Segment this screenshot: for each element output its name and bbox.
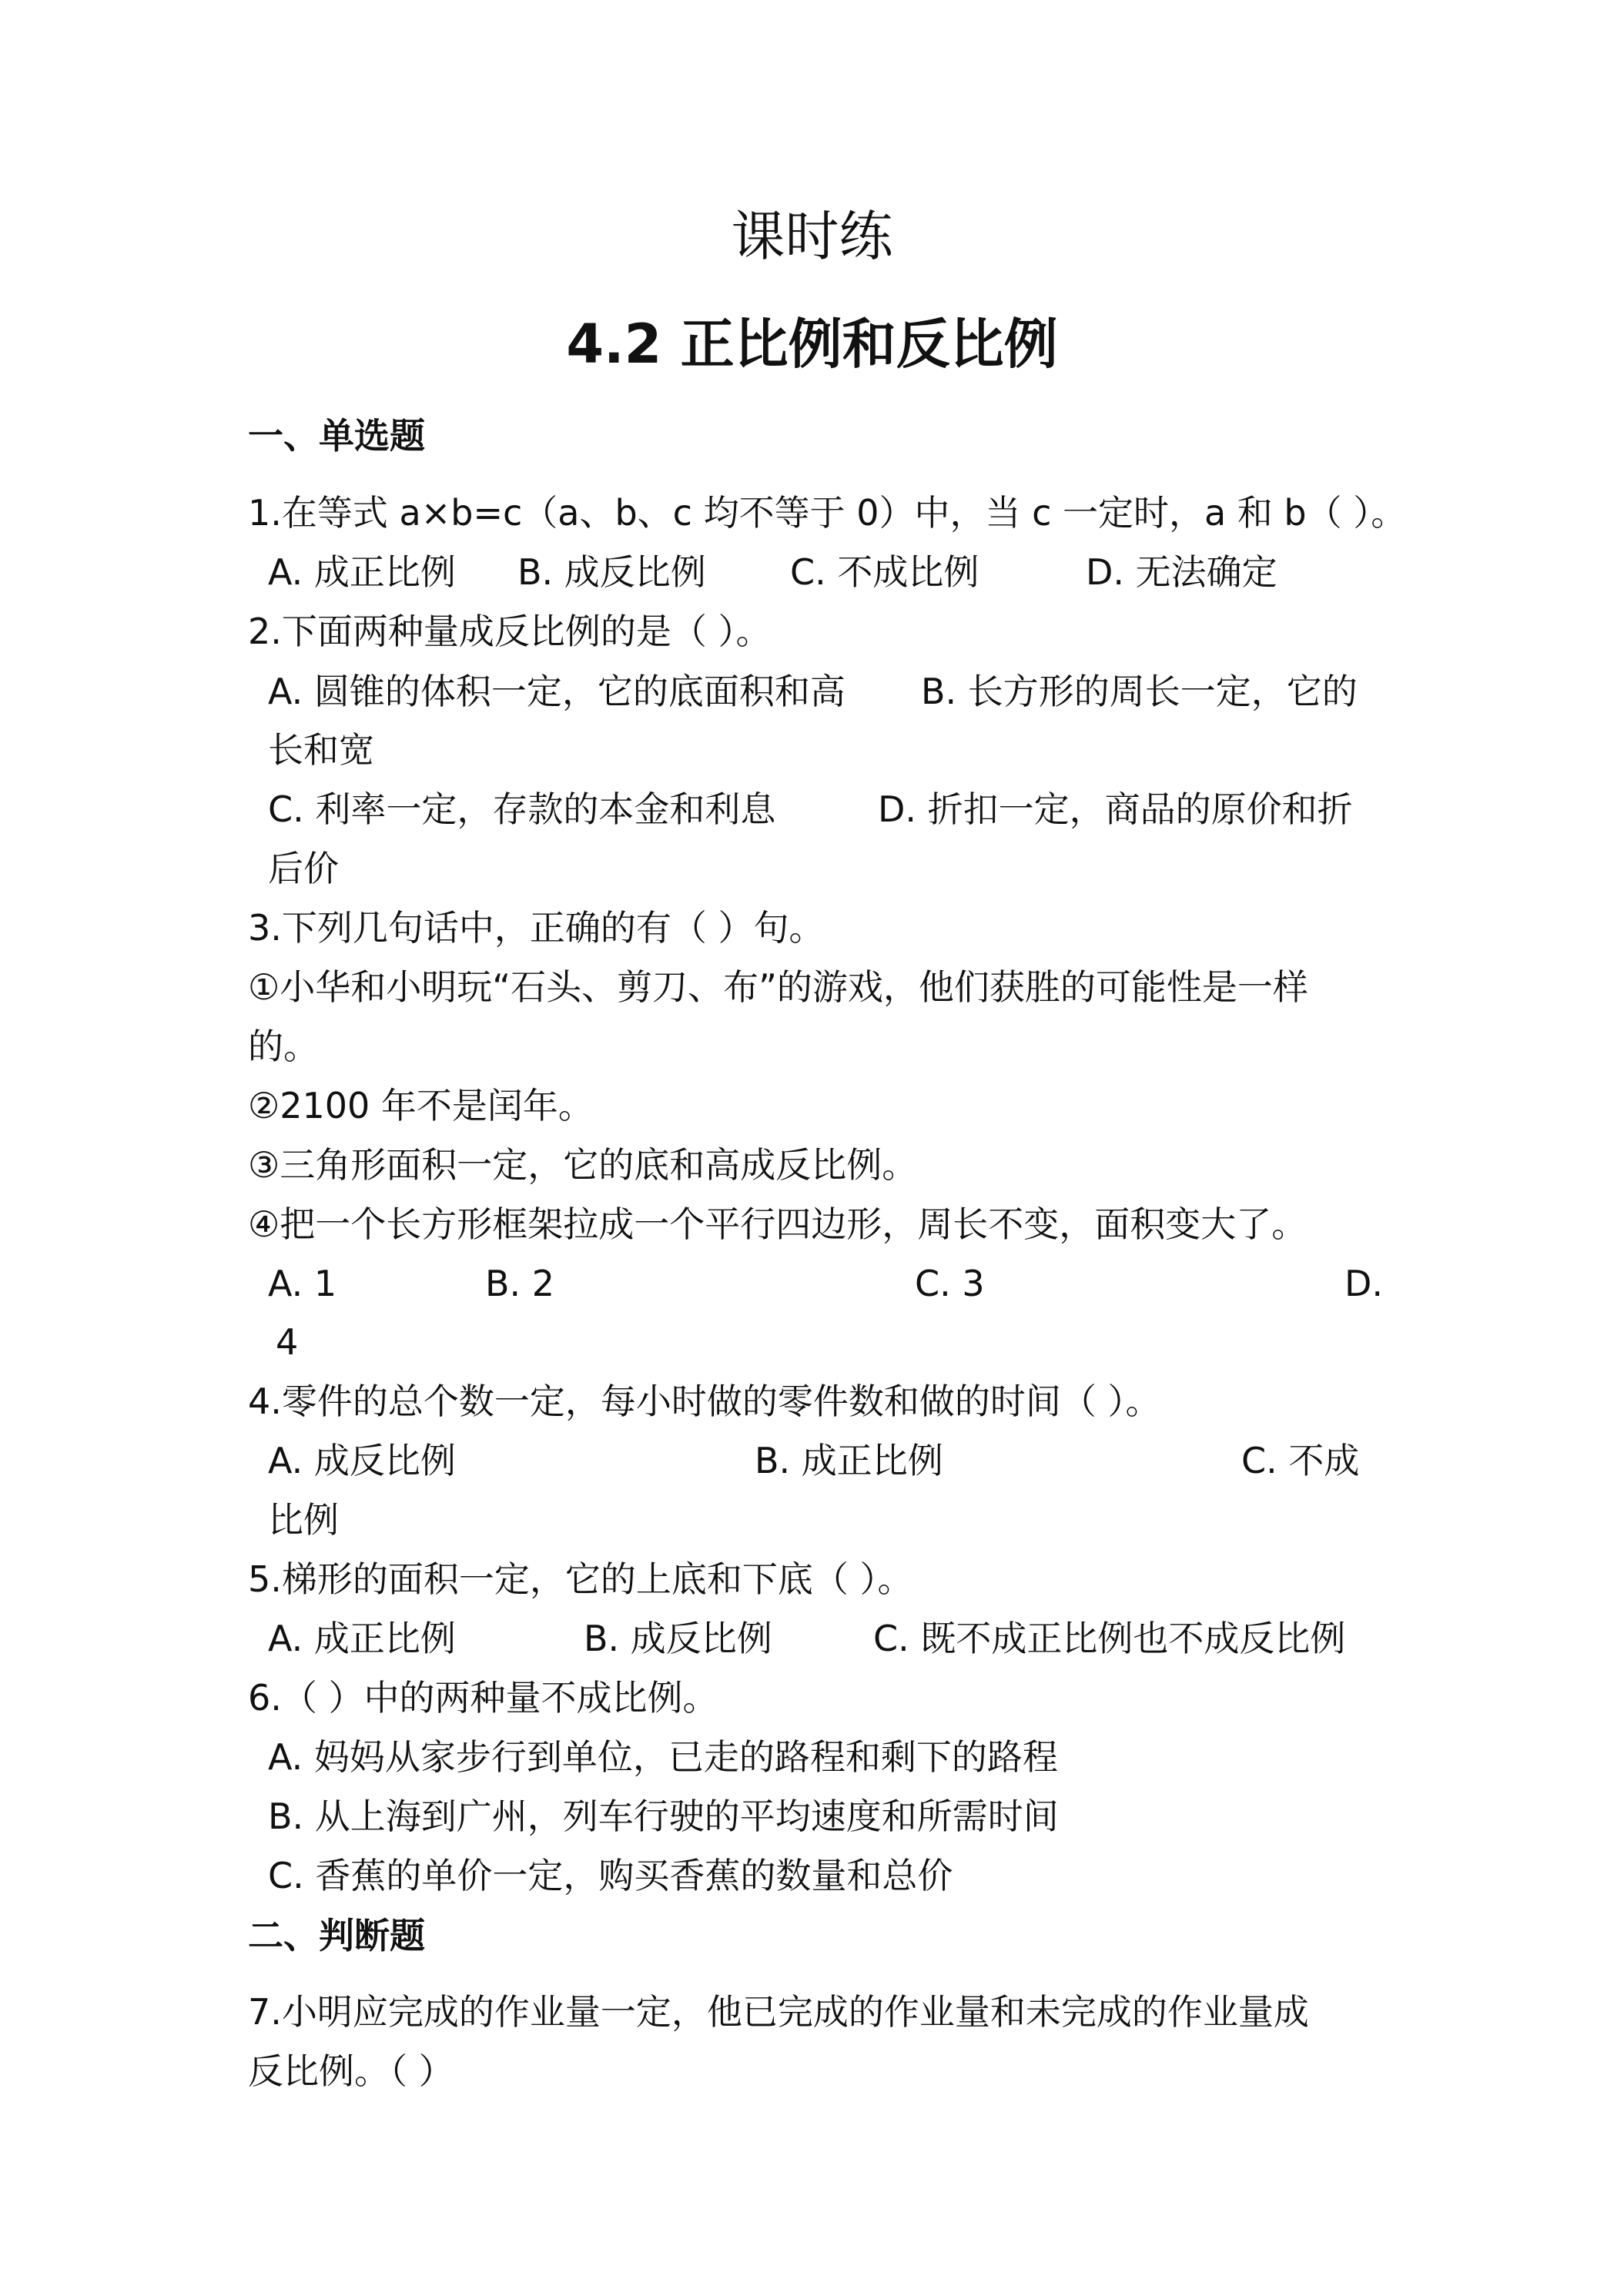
lesson-title: 4.2 正比例和反比例 [566, 313, 1058, 376]
q3-option-a[interactable]: A. 1 [268, 1263, 337, 1304]
q3-statement-2: ②2100 年不是闰年。 [248, 1085, 594, 1126]
question-5-stem: 5.梯形的面积一定，它的上底和下底（ ）。 [248, 1558, 913, 1600]
q2-option-b-continued: 长和宽 [268, 729, 374, 771]
question-2-stem: 2.下面两种量成反比例的是（ ）。 [248, 611, 772, 652]
q2-option-b[interactable]: B. 长方形的周长一定，它的 [921, 671, 1358, 712]
q3-option-c[interactable]: C. 3 [915, 1263, 985, 1304]
question-7-line-2: 反比例。（ ） [248, 2050, 454, 2092]
q3-option-b[interactable]: B. 2 [485, 1263, 555, 1304]
q4-option-a[interactable]: A. 成反比例 [268, 1440, 456, 1481]
q3-statement-1: ①小华和小明玩“石头、剪刀、布”的游戏，他们获胜的可能性是一样 [248, 966, 1308, 1008]
question-6-stem: 6.（ ）中的两种量不成比例。 [248, 1677, 718, 1719]
question-4-stem: 4.零件的总个数一定，每小时做的零件数和做的时间（ ）。 [248, 1381, 1161, 1422]
q1-option-b[interactable]: B. 成反比例 [517, 551, 706, 593]
q2-option-d-continued: 后价 [268, 848, 339, 889]
question-1-stem: 1.在等式 a×b=c（a、b、c 均不等于 0）中，当 c 一定时，a 和 b（ ）。 [248, 492, 1407, 534]
question-3-stem: 3.下列几句话中，正确的有（ ）句。 [248, 907, 825, 949]
q6-option-a[interactable]: A. 妈妈从家步行到单位，已走的路程和剩下的路程 [268, 1736, 1058, 1778]
q5-option-c[interactable]: C. 既不成正比例也不成反比例 [873, 1618, 1346, 1659]
q3-option-d[interactable]: D. [1344, 1263, 1384, 1304]
q6-option-c[interactable]: C. 香蕉的单价一定，购买香蕉的数量和总价 [268, 1855, 953, 1896]
q6-option-b[interactable]: B. 从上海到广州，列车行驶的平均速度和所需时间 [268, 1796, 1059, 1837]
q3-option-d-continued: 4 [276, 1321, 299, 1363]
section-heading-single-choice: 一、单选题 [248, 415, 425, 457]
q2-option-a[interactable]: A. 圆锥的体积一定，它的底面积和高 [268, 671, 845, 712]
q1-option-a[interactable]: A. 成正比例 [268, 551, 456, 593]
section-heading-judgement: 二、判断题 [248, 1915, 425, 1956]
q3-statement-1-continued: 的。 [248, 1026, 319, 1067]
q3-statement-3: ③三角形面积一定，它的底和高成反比例。 [248, 1144, 918, 1186]
page-title: 课时练 [731, 205, 893, 268]
q5-option-b[interactable]: B. 成反比例 [584, 1618, 772, 1659]
q2-option-c[interactable]: C. 利率一定，存款的本金和利息 [268, 788, 776, 830]
q5-option-a[interactable]: A. 成正比例 [268, 1618, 456, 1659]
q4-option-c[interactable]: C. 不成 [1241, 1440, 1360, 1481]
question-7-line-1: 7.小明应完成的作业量一定，他已完成的作业量和未完成的作业量成 [248, 1991, 1309, 2033]
q1-option-d[interactable]: D. 无法确定 [1086, 551, 1277, 593]
q4-option-b[interactable]: B. 成正比例 [755, 1440, 943, 1481]
q1-option-c[interactable]: C. 不成比例 [790, 551, 979, 593]
q3-statement-4: ④把一个长方形框架拉成一个平行四边形，周长不变，面积变大了。 [248, 1203, 1308, 1245]
q4-option-c-continued: 比例 [268, 1499, 339, 1541]
q2-option-d[interactable]: D. 折扣一定，商品的原价和折 [878, 788, 1353, 830]
